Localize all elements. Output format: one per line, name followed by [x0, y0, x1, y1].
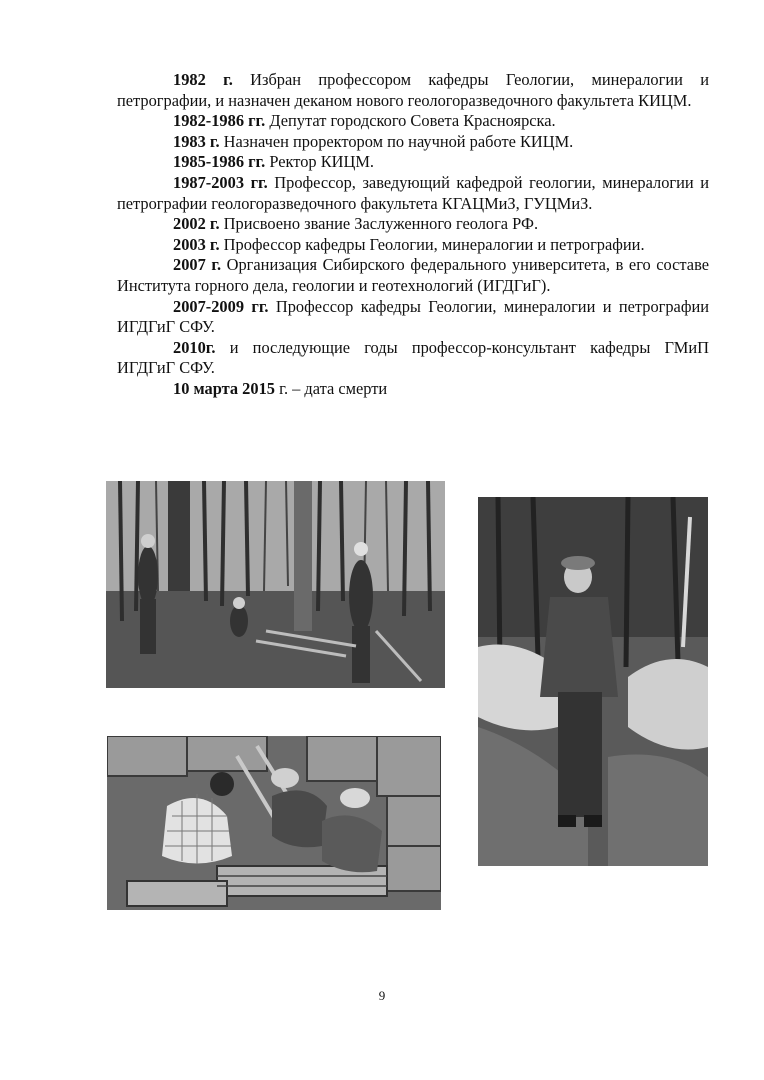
timeline-entry-2003: [117, 235, 709, 256]
entry-text: Назначен проректором по научной работе КИЦМ.: [219, 131, 574, 151]
timeline-text: [117, 70, 709, 400]
entry-text: Присвоено звание Заслуженного геолога РФ.: [219, 214, 539, 234]
photo-portrait-field: [478, 497, 708, 866]
entry-text: Депутат городского Совета Красноярска.: [265, 111, 556, 131]
photo-forest-expedition: [106, 481, 445, 688]
timeline-entry-2007-2009: [117, 297, 709, 338]
entry-year: 2002 г.: [173, 214, 220, 234]
entry-year: 2010г.: [173, 337, 216, 357]
entry-text: Профессор, заведующий кафедрой геологии, минералогии и петрографии геологоразведочного факультета КГАЦМиЗ, ГУЦМиЗ.: [117, 172, 709, 213]
timeline-entry-2015: [117, 379, 709, 400]
timeline-entry-2007: [117, 255, 709, 296]
entry-text: Организация Сибирского федерального университета, в его составе Института горного дела, геологии и геотехнологий (ИГДГиГ).: [117, 255, 709, 295]
timeline-entry-2002: [117, 214, 709, 235]
timeline-entry-1982: [117, 70, 709, 111]
entry-year: 1987-2003 гг.: [173, 172, 268, 192]
entry-text: Профессор кафедры Геологии, минералогии и петрографии.: [219, 234, 645, 254]
entry-year: 10 марта 2015: [173, 378, 275, 398]
entry-text: и последующие годы профессор-консультант кафедры ГМиП ИГДГиГ СФУ.: [117, 337, 709, 378]
timeline-entry-1983: [117, 132, 709, 153]
entry-text: Избран профессором кафедры Геологии, минералогии и петрографии, и назначен деканом нового геологоразведочного факультета КИЦМ.: [117, 70, 709, 110]
entry-year: 1982 г.: [173, 70, 233, 89]
entry-year: 2003 г.: [173, 234, 220, 254]
entry-year: 1982-1986 гг.: [173, 111, 266, 131]
photo-core-boxes: [107, 736, 441, 910]
page-number: 9: [378, 988, 386, 1003]
entry-text: Профессор кафедры Геологии, минералогии и петрографии ИГДГиГ СФУ.: [117, 296, 709, 337]
timeline-entry-1987-2003: [117, 173, 709, 214]
entry-year: 2007-2009 гг.: [173, 296, 269, 316]
entry-text: Ректор КИЦМ.: [265, 152, 374, 172]
entry-year: 2007 г.: [173, 255, 222, 275]
entry-year: 1985-1986 гг.: [173, 152, 266, 172]
timeline-entry-1982-1986: [117, 111, 709, 132]
timeline-entry-2010: [117, 338, 709, 379]
entry-text: г. – дата смерти: [274, 378, 388, 398]
timeline-entry-1985-1986: [117, 152, 709, 173]
entry-year: 1983 г.: [173, 131, 220, 151]
